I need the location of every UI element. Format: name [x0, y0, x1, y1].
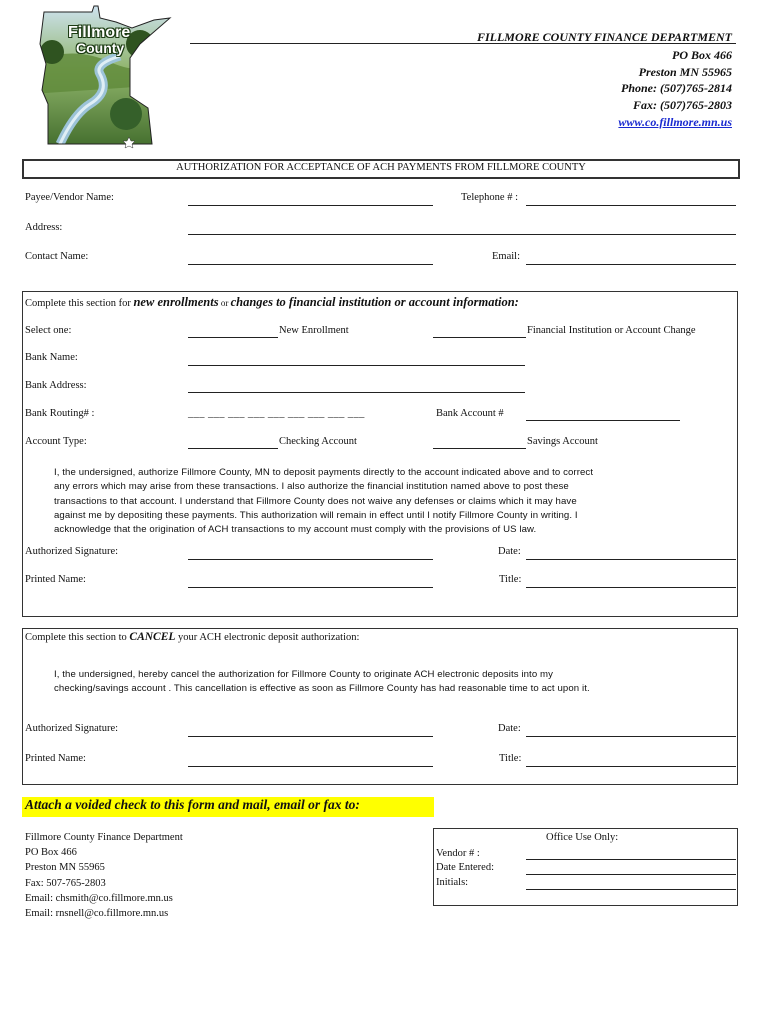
cancel-date-label: Date:: [498, 723, 521, 734]
enrollment-intro: [25, 295, 519, 310]
county-logo: [30, 4, 180, 152]
payee-field[interactable]: [188, 205, 433, 206]
address-label: Address:: [25, 222, 63, 233]
logo-text-1: Fillmore: [68, 24, 131, 41]
vendor-field[interactable]: [526, 859, 736, 860]
cancel-printed-label: Printed Name:: [25, 753, 86, 764]
enroll-title-field[interactable]: [526, 587, 736, 588]
contact-field[interactable]: [188, 264, 433, 265]
select-one-label: Select one:: [25, 325, 72, 336]
enroll-signature-label: Authorized Signature:: [25, 546, 119, 557]
email-link[interactable]: Email: chsmith@co.fillmore.mn.us: [25, 892, 173, 904]
authorization-text: [54, 466, 694, 537]
city-zip: Preston MN 55965: [638, 65, 732, 79]
new-enrollment-checkbox[interactable]: [188, 337, 278, 338]
mailing-line: Fax: 507-765-2803: [25, 877, 106, 889]
telephone-label: Telephone # :: [461, 192, 518, 203]
mailing-address: [25, 830, 183, 921]
address-field[interactable]: [188, 234, 736, 235]
cancel-line: checking/savings account . This cancellation is effective as soon as Fillmore County has had reasonable time to act upon it.: [54, 683, 590, 695]
enroll-date-field[interactable]: [526, 559, 736, 560]
office-use-title: Office Use Only:: [546, 832, 619, 843]
initials-field[interactable]: [526, 889, 736, 890]
website-link[interactable]: www.co.fillmore.mn.us: [618, 115, 732, 129]
enrollment-section: [22, 291, 738, 617]
enroll-date-label: Date:: [498, 546, 521, 557]
cancel-title-label: Title:: [499, 753, 522, 764]
form-title-box: [22, 159, 740, 179]
date-entered-label: Date Entered:: [436, 862, 495, 873]
payee-label: Payee/Vendor Name:: [25, 192, 114, 203]
cancel-title-field[interactable]: [526, 766, 736, 767]
cancel-intro-cancel: CANCEL: [129, 631, 176, 643]
enroll-title-label: Title:: [499, 574, 522, 585]
bank-address-label: Bank Address:: [25, 380, 87, 391]
email-link[interactable]: Email: rnsnell@co.fillmore.mn.us: [25, 908, 169, 920]
bank-address-field[interactable]: [188, 392, 525, 393]
email-label: Email:: [492, 251, 520, 262]
change-checkbox[interactable]: [433, 337, 526, 338]
logo-text-2: County: [76, 40, 125, 56]
auth-line: I, the undersigned, authorize Fillmore County, MN to deposit payments directly to the account indicated above and to correct: [54, 467, 594, 478]
routing-label: Bank Routing# :: [25, 408, 95, 419]
mailing-line: Preston MN 55965: [25, 862, 105, 874]
checking-label: Checking Account: [279, 436, 357, 447]
enroll-signature-field[interactable]: [188, 559, 433, 560]
enroll-printed-field[interactable]: [188, 587, 433, 588]
mailing-line: PO Box 466: [25, 847, 77, 859]
auth-line: against me by depositing these payments. This authorization will remain in effect until I notify Fillmore County in writing. I: [54, 509, 578, 521]
bank-name-field[interactable]: [188, 365, 525, 366]
enrollment-intro-or: or: [218, 298, 231, 308]
auth-line: transactions to that account. I understand that Fillmore County does not waive any defenses or claims which it may have: [54, 495, 577, 507]
cancel-printed-field[interactable]: [188, 766, 433, 767]
cancel-section: [22, 628, 738, 785]
bank-account-label: Bank Account #: [436, 408, 504, 419]
routing-field[interactable]: ___ ___ ___ ___ ___ ___ ___ ___ ___: [188, 408, 365, 419]
cancel-signature-label: Authorized Signature:: [25, 723, 119, 734]
savings-label: Savings Account: [527, 436, 598, 447]
date-entered-field[interactable]: [526, 874, 736, 875]
cancel-signature-field[interactable]: [188, 736, 433, 737]
enrollment-intro-a: Complete this section for: [25, 298, 134, 309]
enroll-printed-label: Printed Name:: [25, 574, 86, 585]
savings-checkbox[interactable]: [433, 448, 526, 449]
enrollment-intro-changes: changes to financial institution or account information:: [230, 295, 519, 309]
telephone-field[interactable]: [526, 205, 736, 206]
department-name: FILLMORE COUNTY FINANCE DEPARTMENT: [476, 30, 732, 44]
email-field[interactable]: [526, 264, 736, 265]
form-title: AUTHORIZATION FOR ACCEPTANCE OF ACH PAYMENTS FROM FILLMORE COUNTY: [176, 162, 586, 173]
new-enrollment-label: New Enrollment: [279, 325, 349, 336]
phone: Phone: (507)765-2814: [621, 81, 732, 95]
attach-instruction-text: Attach a voided check to this form and mail, email or fax to:: [25, 797, 360, 812]
bank-name-label: Bank Name:: [25, 352, 78, 363]
contact-label: Contact Name:: [25, 251, 89, 262]
cancel-date-field[interactable]: [526, 736, 736, 737]
change-label: Financial Institution or Account Change: [527, 325, 696, 336]
enrollment-intro-new: new enrollments: [133, 295, 219, 309]
cancel-intro-a: Complete this section to: [25, 632, 130, 643]
vendor-label: Vendor # :: [436, 848, 480, 859]
fax: Fax: (507)765-2803: [633, 98, 732, 112]
po-box: PO Box 466: [672, 48, 732, 62]
cancel-intro-c: your ACH electronic deposit authorization:: [175, 632, 360, 643]
cancel-text: [54, 668, 694, 697]
cancel-line: I, the undersigned, hereby cancel the authorization for Fillmore County to originate ACH electronic deposits into my: [54, 669, 554, 680]
auth-line: acknowledge that the origination of ACH transactions to my account must comply with the provisions of US law.: [54, 524, 537, 536]
initials-label: Initials:: [436, 877, 469, 888]
account-type-label: Account Type:: [25, 436, 87, 447]
auth-line: any errors which may arise from these transactions. I also authorize the financial institution named above to post these: [54, 481, 569, 493]
mailing-line: Fillmore County Finance Department: [25, 832, 183, 843]
checking-checkbox[interactable]: [188, 448, 278, 449]
cancel-intro: [25, 631, 359, 643]
bank-account-field[interactable]: [526, 420, 680, 421]
